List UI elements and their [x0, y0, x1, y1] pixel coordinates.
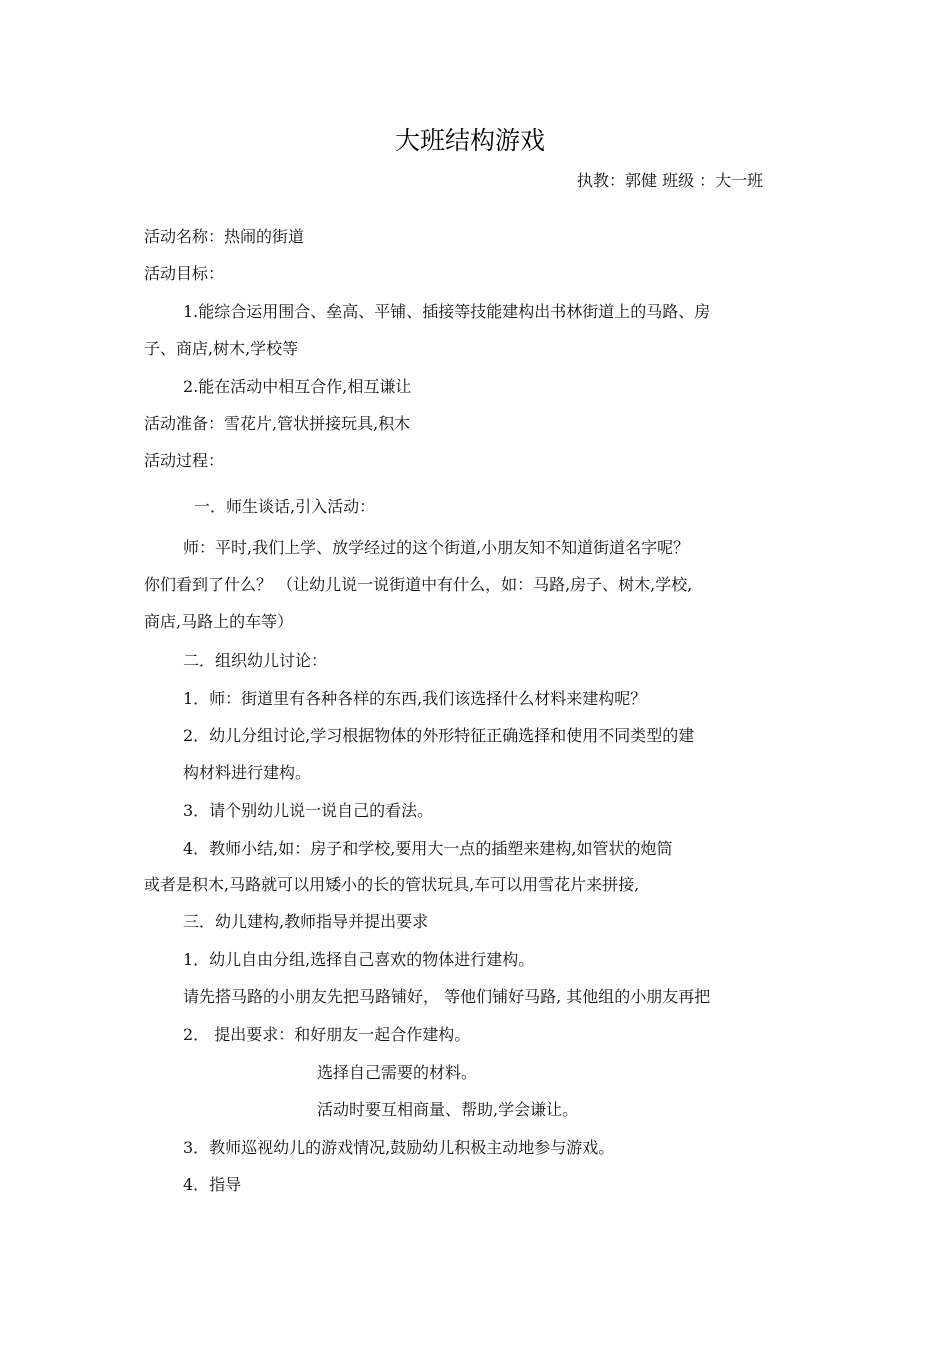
document-title: 大班结构游戏: [394, 126, 545, 155]
process-heading: 活动过程：: [144, 451, 225, 470]
requirement-cooperation: 活动时要互相商量、帮助,学会谦让。: [317, 1100, 579, 1119]
discussion-item-3: 3．请个别幼儿说一说自己的看法。: [183, 801, 434, 820]
discussion-item-1: 1．师：街道里有各种各样的东西,我们该选择什么材料来建构呢？: [183, 689, 647, 708]
discussion-item-2: 2．幼儿分组讨论,学习根据物体的外形特征正确选择和使用不同类型的建: [183, 726, 695, 745]
goal-1-continued: 子、商店,树木,学校等: [144, 339, 299, 358]
requirement-materials: 选择自己需要的材料。: [317, 1063, 478, 1082]
preparation: 活动准备：雪花片,管状拼接玩具,积木: [144, 414, 411, 433]
section-2-heading: 二．组织幼儿讨论：: [183, 651, 328, 670]
author-class-line: 执教：郭健 班级 ：大一班: [577, 171, 764, 190]
build-item-1: 1．幼儿自由分组,选择自己喜欢的物体进行建构。: [183, 950, 535, 969]
build-item-1-note: 请先搭马路的小朋友先把马路铺好， 等他们铺好马路, 其他组的小朋友再把: [183, 987, 711, 1006]
discussion-item-4: 4．教师小结,如：房子和学校,要用大一点的插塑来建构,如管状的炮筒: [183, 839, 673, 858]
goals-heading: 活动目标：: [144, 264, 225, 283]
goal-2: 2.能在活动中相互合作,相互谦让: [183, 377, 412, 396]
build-item-2: 2． 提出要求：和好朋友一起合作建构。: [183, 1025, 471, 1044]
build-item-3: 3．教师巡视幼儿的游戏情况,鼓励幼儿积极主动地参与游戏。: [183, 1138, 615, 1157]
teacher-question-end: 商店,马路上的车等）: [144, 612, 294, 631]
teacher-question-continued: 你们看到了什么？ （让幼儿说一说街道中有什么，如：马路,房子、树木,学校,: [144, 575, 693, 594]
activity-name: 活动名称：热闹的街道: [144, 227, 305, 246]
discussion-item-4-continued: 或者是积木,马路就可以用矮小的长的管状玩具,车可以用雪花片来拼接,: [144, 875, 640, 894]
build-item-4: 4．指导: [183, 1175, 242, 1194]
section-1-heading: 一．师生谈话,引入活动：: [194, 497, 376, 516]
discussion-item-2-continued: 构材料进行建构。: [183, 763, 312, 782]
goal-1: 1.能综合运用围合、垒高、平铺、插接等技能建构出书林街道上的马路、房: [183, 302, 711, 321]
section-3-heading: 三．幼儿建构,教师指导并提出要求: [183, 912, 429, 931]
teacher-question: 师：平时,我们上学、放学经过的这个街道,小朋友知不知道街道名字呢？: [183, 538, 690, 557]
